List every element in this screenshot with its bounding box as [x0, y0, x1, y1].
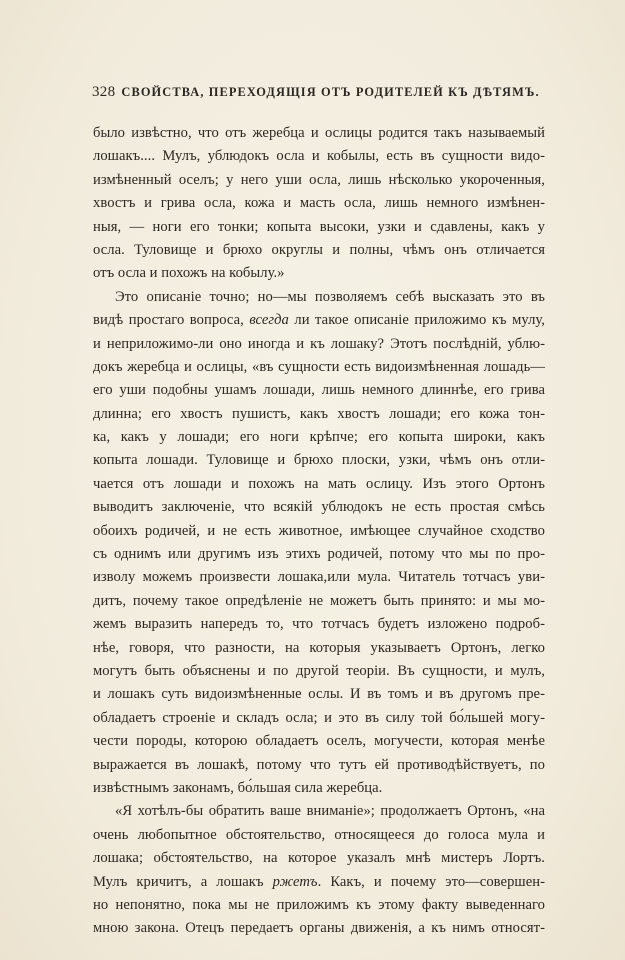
text-line: могутъ быть объяснены и по другой теоріи. Въ сущности, и мулъ, — [93, 662, 545, 679]
text-line: но непонятно, пока мы не приложимъ къ этому факту выведеннаго — [93, 896, 545, 913]
text-line: чается отъ лошади и похожъ на мать ослицу. Изъ этого Ортонъ — [93, 475, 545, 492]
text-run: видѣ простаго вопроса, — [93, 312, 250, 329]
text-line: осла. Туловище и брюхо округлы и полны, чѣмъ онъ отличается — [93, 241, 545, 258]
text-line: копыта лошади. Туловище и брюхо плоски, узки, чѣмъ онъ отли- — [93, 452, 545, 469]
text-line: ныя, — ноги его тонки; копыта высоки, узки и сдавлены, какъ у — [93, 218, 545, 235]
text-line: было извѣстно, что отъ жеребца и ослицы родится такъ называемый — [93, 125, 545, 141]
text-line: обладаетъ строеніе и складъ осла; и это въ силу той бо́льшей могу- — [93, 709, 545, 726]
text-line: докъ жеребца и ослицы, «въ сущности есть видоизмѣненная лошадь— — [93, 358, 545, 375]
text-line: выражается въ лошакѣ, потому что тутъ ей противодѣйствуетъ, по — [93, 756, 545, 773]
text-line: дитъ, почему такое опредѣленіе не можетъ быть принято: и мы мо- — [93, 592, 545, 609]
text-line: изволу можемъ произвести лошака,или мула. Читатель тотчасъ уви- — [93, 569, 545, 586]
text-line: обоихъ родичей, и не есть животное, имѣющее случайное сходство — [93, 522, 545, 539]
text-line — [93, 871, 545, 894]
text-line: извѣстнымъ законамъ, бо́льшая сила жеребца. — [93, 779, 383, 796]
text-line: ка, какъ у лошади; его ноги крѣпче; его копыта широки, какъ — [93, 429, 545, 446]
text-line: выводитъ заключеніе, что всякій ублюдокъ не есть простая смѣсь — [93, 499, 545, 516]
text-line: «Я хотѣлъ-бы обратить ваше вниманіе»; продолжаетъ Ортонъ, «на — [115, 803, 545, 820]
body-text — [93, 122, 545, 941]
text-run: . Какъ, и почему это—совершен- — [317, 873, 545, 890]
text-run: ли такое описаніе приложимо къ мулу, — [288, 312, 545, 329]
text-line: чести породы, которою обладаетъ оселъ, могучести, которая менѣе — [93, 733, 545, 750]
text-line: жемъ выразить напередъ то, что тотчасъ будетъ изложено подроб- — [93, 616, 545, 633]
text-run: Мулъ кричитъ, а лошакъ — [93, 873, 273, 890]
running-title: СВОЙСТВА, ПЕРЕХОДЯЩІЯ ОТЪ РОДИТЕЛЕЙ КЪ ДѢТЯМЪ. — [121, 85, 540, 99]
page-header — [92, 84, 540, 101]
emphasis-word: всегда — [249, 312, 289, 329]
text-line: длинна; его хвостъ пушистъ, какъ хвостъ лошади; его кожа тон- — [93, 405, 545, 422]
page-number: 328 — [92, 84, 116, 100]
text-line: его уши подобны ушамъ лошади, лишь немного длиннѣе, его грива — [93, 382, 545, 399]
text-line: лошака; обстоятельство, на которое указалъ мнѣ мистеръ Лортъ. — [93, 850, 545, 867]
text-line: отъ осла и похожъ на кобылу.» — [93, 265, 285, 282]
text-line: лошакъ.... Мулъ, ублюдокъ осла и кобылы, есть въ сущности видо- — [93, 148, 545, 165]
text-line — [93, 309, 545, 332]
text-line: и неприложимо-ли оно иногда и къ лошаку? Этотъ послѣдній, ублю- — [93, 335, 545, 352]
text-line: съ однимъ или другимъ изъ этихъ родичей, потому что мы по про- — [93, 546, 545, 563]
text-line: хвостъ и грива осла, кожа и масть осла, лишь немного измѣнен- — [93, 195, 545, 212]
emphasis-word: ржетъ — [272, 873, 318, 890]
text-line: мною закона. Отецъ передаетъ органы движенія, а къ нимъ относят- — [93, 920, 545, 937]
text-line: измѣненный оселъ; у него уши осла, лишь нѣсколько укороченныя, — [93, 171, 545, 188]
text-line: нѣе, говоря, что разности, на которыя указываетъ Ортонъ, легко — [93, 639, 545, 656]
text-line: и лошакъ суть видоизмѣненные ослы. И въ томъ и въ другомъ пре- — [93, 686, 545, 703]
text-line: очень любопытное обстоятельство, относящееся до голоса мула и — [93, 826, 545, 843]
text-line: Это описаніе точно; но—мы позволяемъ себѣ высказать это въ — [115, 288, 545, 305]
